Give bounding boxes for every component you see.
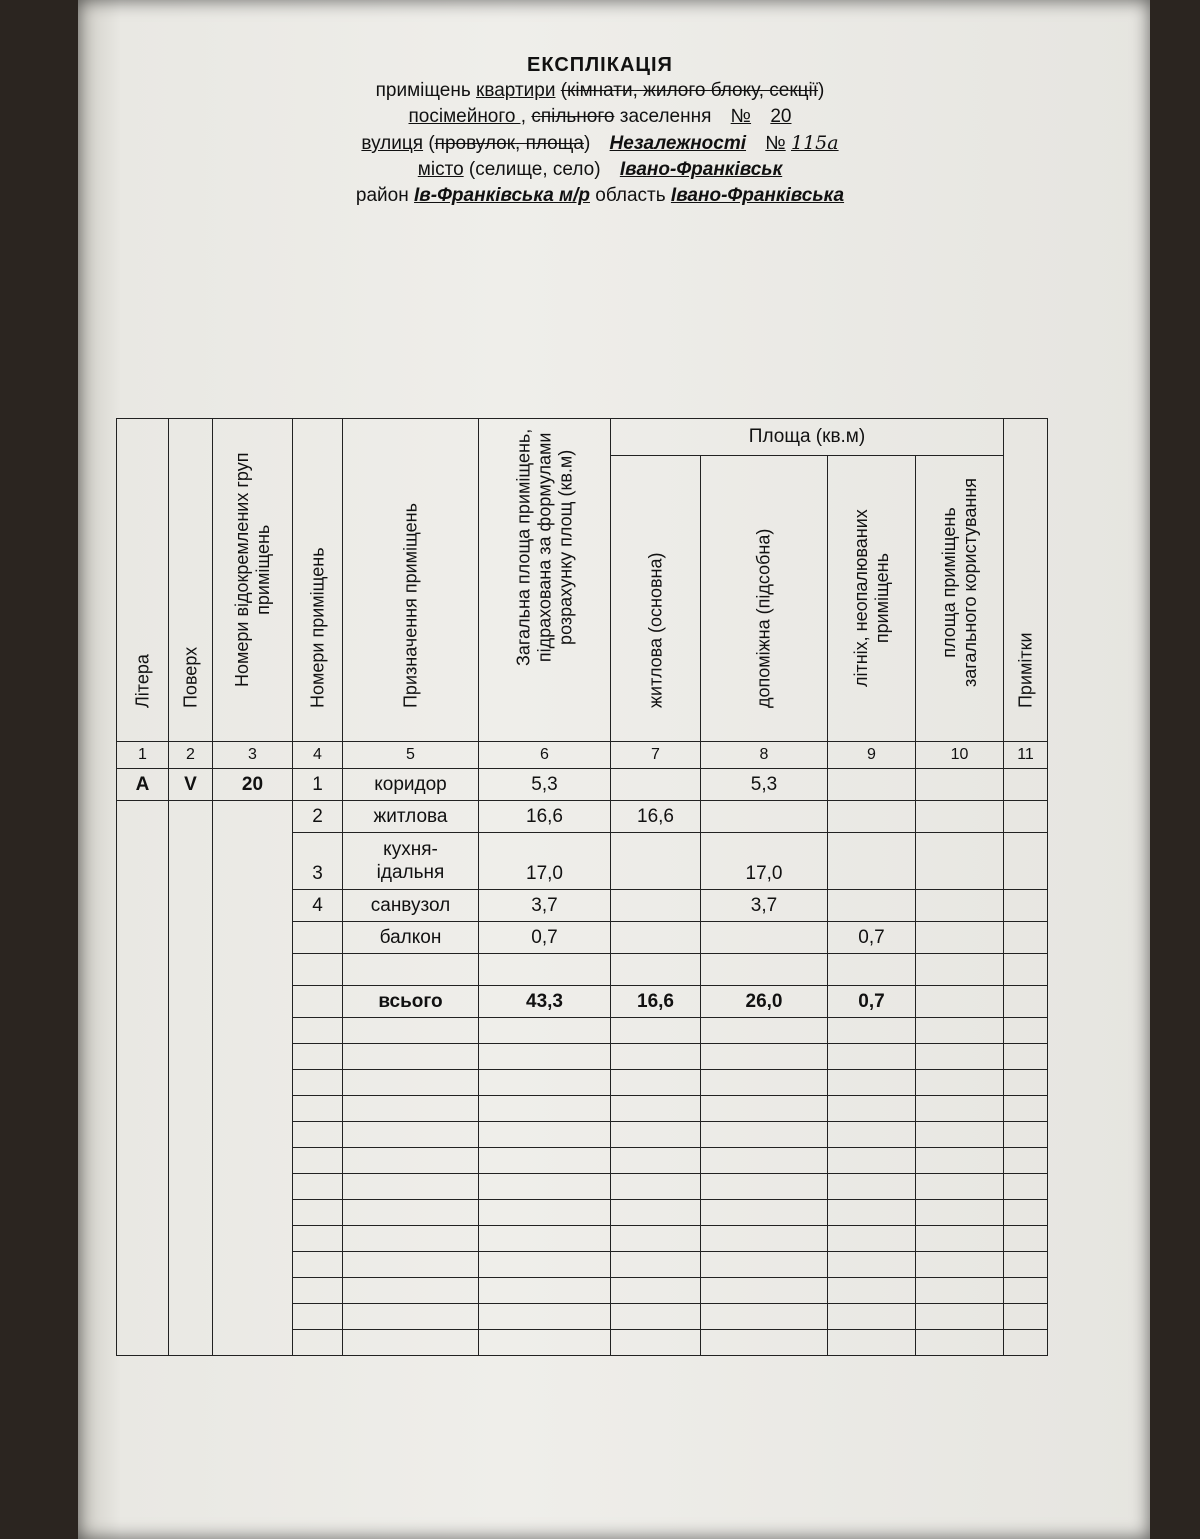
col-header-groups: Номери відокремлених груп приміщень — [213, 419, 293, 742]
total-aux: 26,0 — [701, 986, 828, 1018]
region-name: Івано-Франківська — [670, 185, 845, 206]
group-cell: 20 — [213, 769, 293, 801]
header-line-3: вулиця (провулок, площа) Незалежності № 115а — [361, 132, 839, 154]
col-header-auxiliary: допоміжна (підсобна) — [701, 456, 828, 742]
column-numbers-row: 1 2 3 4 5 6 7 8 9 10 11 — [117, 742, 1048, 769]
apartment-number: 20 — [770, 106, 792, 127]
table-row: 3 кухня- ідальня 17,0 17,0 — [117, 833, 1048, 890]
header-line-5: район Ів-Франківська м/р область Івано-Франківська — [355, 185, 845, 206]
table-row: А V 20 1 коридор 5,3 5,3 — [117, 769, 1048, 801]
col-header-common: площа приміщень загального користування — [916, 456, 1004, 742]
total-area: 43,3 — [479, 986, 611, 1018]
litera-cell: А — [117, 769, 169, 801]
district-name: Ів-Франківська м/р — [414, 185, 590, 206]
col-header-poverkh: Поверх — [169, 419, 213, 742]
street-name: Незалежності — [609, 133, 747, 154]
explication-header — [0, 52, 1200, 209]
floor-cell: V — [169, 769, 213, 801]
col-header-purpose: Призначення приміщень — [343, 419, 479, 742]
explication-table — [116, 418, 1048, 1356]
col-header-summer: літніх, неопалюваних приміщень — [828, 456, 916, 742]
apartment-number-label: № — [730, 106, 752, 127]
header-line-4: місто (селище, село) Івано-Франківськ — [417, 159, 783, 180]
house-number: 115а — [790, 132, 839, 154]
col-header-litera: Літера — [117, 419, 169, 742]
document-title: ЕКСПЛІКАЦІЯ — [527, 54, 673, 76]
table-row: 4 санвузол 3,7 3,7 — [117, 890, 1048, 922]
header-line-2: посімейного , спільного заселення № 20 — [408, 106, 792, 127]
total-summer: 0,7 — [828, 986, 916, 1018]
col-header-area-group: Площа (кв.м) — [611, 419, 1004, 456]
table-row: 2 житлова 16,6 16,6 — [117, 801, 1048, 833]
col-header-living: житлова (основна) — [611, 456, 701, 742]
city-name: Івано-Франківськ — [619, 159, 783, 180]
total-label: всього — [343, 986, 479, 1018]
col-header-total: Загальна площа приміщень, підрахована за формулами розрахунку площ (кв.м) — [479, 419, 611, 742]
table-row: балкон 0,7 0,7 — [117, 922, 1048, 954]
header-line-1: приміщень квартири (кімнати, жилого блоку, секції) — [375, 80, 825, 101]
explication-table-wrap — [116, 418, 1048, 1356]
col-header-rooms: Номери приміщень — [293, 419, 343, 742]
col-header-notes: Примітки — [1004, 419, 1048, 742]
total-living: 16,6 — [611, 986, 701, 1018]
